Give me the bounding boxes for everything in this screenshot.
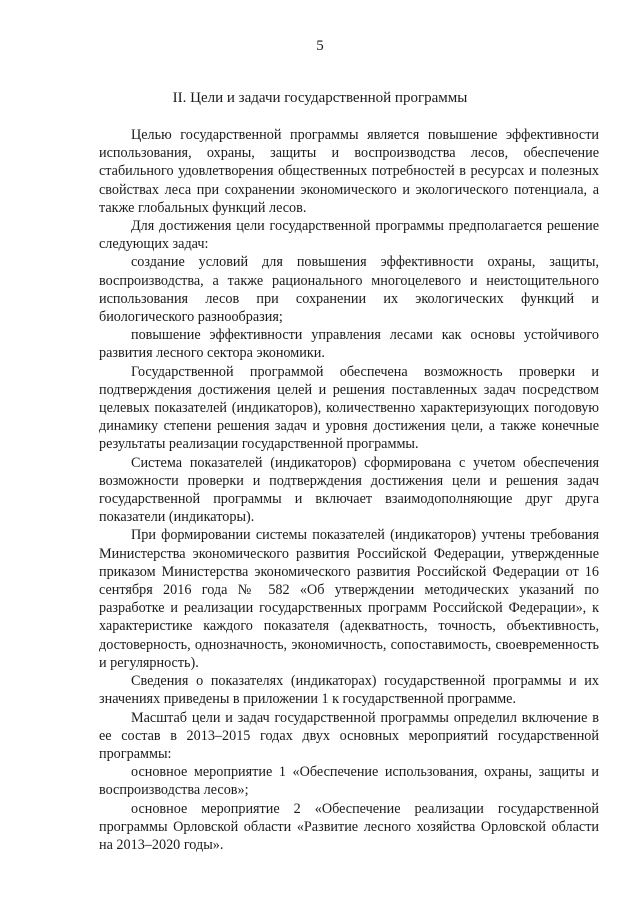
section-heading: II. Цели и задачи государственной программы <box>172 90 468 106</box>
paragraph-indicator-info: Сведения о показателях (индикаторах) государственной программы и их значениях приведены в приложении 1 к государственной программе. <box>99 673 599 708</box>
paragraph-tasks-intro: Для достижения цели государственной программы предполагается решение следующих задач: <box>99 218 599 253</box>
document-body <box>99 126 599 854</box>
page-number: 5 <box>316 38 324 54</box>
paragraph-task-1: создание условий для повышения эффективности охраны, защиты, воспроизводства, а также рационального многоцелевого и неистощительного использования лесов при сохранении их экологических функций и биологического разнообразия; <box>99 254 599 326</box>
paragraph-requirements: При формировании системы показателей (индикаторов) учтены требования Министерства экономического развития Российской Федерации, утвержденные приказом Министерства экономического развития Российской Федерации от 16 сентября 2016 года № 582 «Об утверждении методических указаний по разработке и реализации государственных программ Российской Федерации», к характеристике каждого показателя (адекватность, точность, объективность, достоверность, однозначность, экономичность, сопоставимость, своевременность и регулярность). <box>99 527 599 671</box>
paragraph-measure-1: основное мероприятие 1 «Обеспечение использования, охраны, защиты и воспроизводства лесов»; <box>99 764 599 799</box>
paragraph-indicator-system: Система показателей (индикаторов) сформирована с учетом обеспечения возможности проверки и подтверждения достижения цели и решения задач государственной программы и включает взаимодополняющие друг друга показатели (индикаторы). <box>99 454 599 526</box>
paragraph-measure-2: основное мероприятие 2 «Обеспечение реализации государственной программы Орловской области «Развитие лесного хозяйства Орловской области на 2013–2020 годы». <box>99 800 599 853</box>
paragraph-indicators: Государственной программой обеспечена возможность проверки и подтверждения достижения целей и решения поставленных задач посредством целевых показателей (индикаторов), количественно характеризующих погодовую динамику степени решения задач и уровня достижения цели, а также конечные результаты реализации государственной программы. <box>99 363 599 453</box>
paragraph-task-2: повышение эффективности управления лесами как основы устойчивого развития лесного сектора экономики. <box>99 327 599 362</box>
paragraph-goal: Целью государственной программы является повышение эффективности использования, охраны, защиты и воспроизводства лесов, обеспечение стабильного удовлетворения общественных потребностей в ресурсах и полезных свойствах леса при сохранении экономического и экологического потенциала, а также глобальных функций лесов. <box>99 127 599 216</box>
paragraph-scope: Масштаб цели и задач государственной программы определил включение в ее состав в 2013–2015 годах двух основных мероприятий государственной программы: <box>99 709 599 762</box>
